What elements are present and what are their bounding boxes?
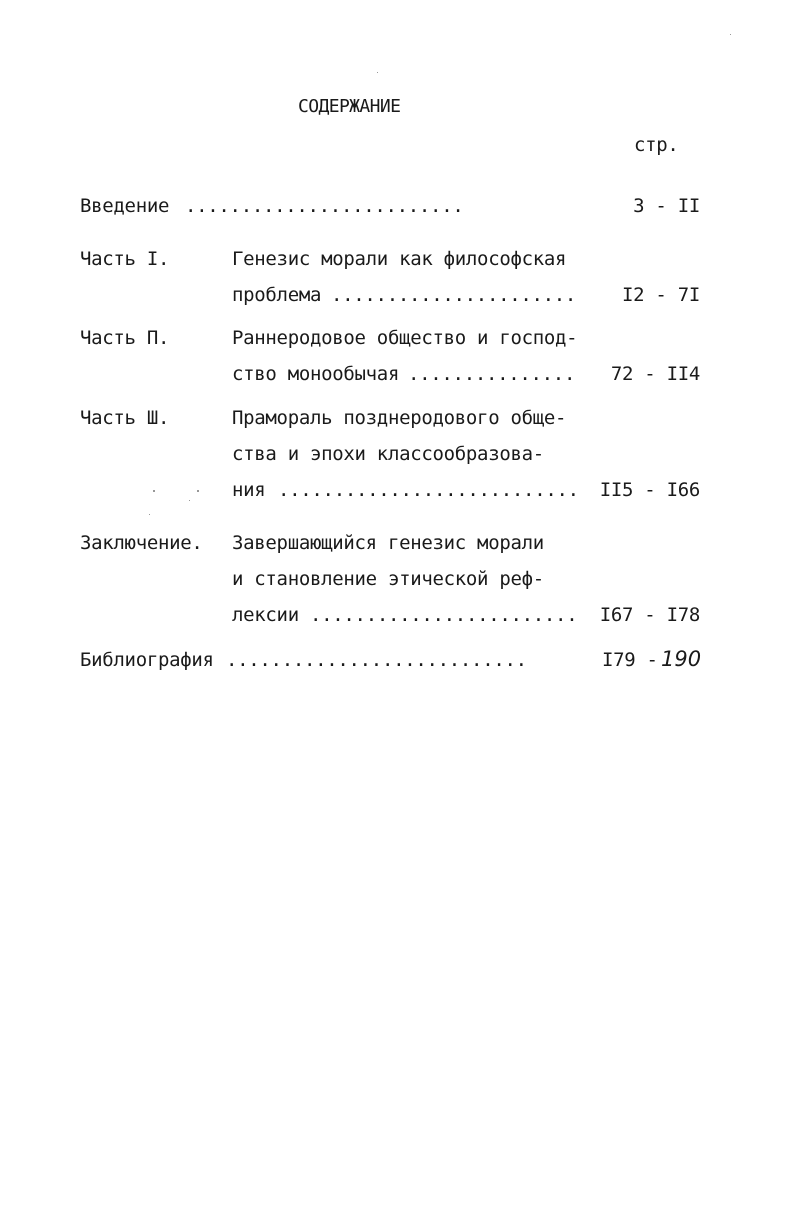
scan-speck [377, 72, 378, 73]
toc-pages-part-2: 72 - II4 [610, 363, 700, 385]
toc-pages-part-3: II5 - I66 [599, 479, 700, 501]
page-title: СОДЕРЖАНИЕ [298, 96, 401, 117]
scan-speck [730, 34, 731, 35]
toc-pages-conclusion: I67 - I78 [599, 604, 700, 626]
toc-text-line: и становление этической реф- [232, 568, 544, 590]
scan-speck [197, 490, 199, 492]
toc-text-line: Прамораль позднеродового обще- [232, 407, 567, 429]
toc-pages-bibliography: I79 - [602, 649, 658, 671]
toc-pages-introduction: 3 - II [633, 195, 700, 217]
scan-speck [153, 490, 155, 492]
toc-leader-dots: ............... [408, 363, 576, 385]
toc-text-line: ния [232, 479, 266, 501]
toc-pages-part-1: I2 - 7I [622, 284, 700, 306]
toc-leader-dots: ...................... [331, 284, 577, 306]
scan-speck [189, 500, 190, 501]
page-column-label: стр. [634, 134, 679, 156]
toc-text-line: ства и эпохи классообразова- [232, 443, 544, 465]
toc-label-conclusion: Заключение. [80, 532, 203, 554]
toc-leader-dots: ......................... [185, 195, 464, 217]
toc-text-line: Завершающийся генезис морали [232, 532, 544, 554]
toc-leader-dots: ........................ [310, 604, 578, 626]
toc-label-part-1: Часть I. [80, 248, 170, 270]
toc-text-line: лексии [232, 604, 299, 626]
scan-speck [149, 514, 150, 515]
toc-label-introduction: Введение [80, 195, 170, 217]
toc-leader-dots: ........................... [278, 479, 579, 501]
toc-label-part-3: Часть Ш. [80, 407, 170, 429]
toc-text-line: Генезис морали как философская [232, 248, 567, 270]
toc-label-bibliography: Библиография [80, 649, 214, 671]
toc-label-part-2: Часть П. [80, 327, 170, 349]
toc-text-line: ство монообычая [232, 363, 400, 385]
handwritten-page-number: 190 [661, 647, 702, 671]
toc-text-line: проблема [232, 284, 322, 306]
toc-leader-dots: ........................... [226, 649, 527, 671]
toc-text-line: Раннеродовое общество и господ- [232, 327, 578, 349]
